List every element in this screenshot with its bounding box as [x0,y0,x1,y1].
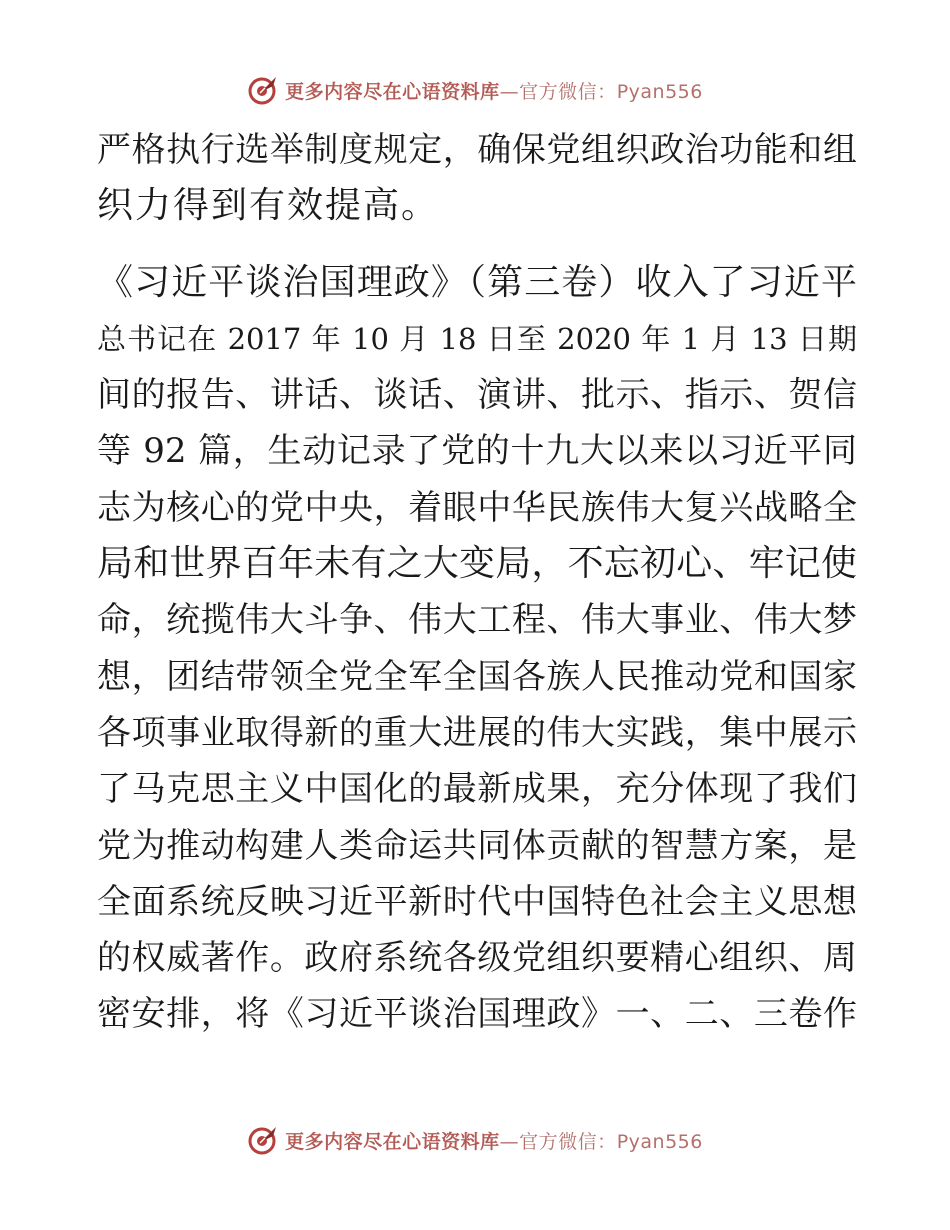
banner-text [285,1127,703,1154]
text-line: 间的报告、讲话、谈话、演讲、批示、指示、贺信 [97,375,857,416]
text-line: 密安排，将《习近平谈治国理政》一、二、三卷作 [97,994,857,1035]
text-line: 想，团结带领全党全军全国各族人民推动党和国家 [97,656,857,697]
banner-separator: — [499,1130,520,1153]
text-line: 严格执行选举制度规定，确保党组织政治功能和组 [97,130,857,170]
text-line: 局和世界百年未有之大变局，不忘初心、牢记使 [97,543,857,585]
text-line: 的权威著作。政府系统各级党组织要精心组织、周 [97,938,857,979]
text-line: 志为核心的党中央，着眼中华民族伟大复兴战略全 [97,487,857,528]
banner-main-text: 更多内容尽在心语资料库 [285,80,500,103]
banner-wechat-label: 官方微信： [519,1130,617,1153]
footer-watermark-banner [0,1120,950,1160]
banner-wechat-label: 官方微信： [519,80,617,103]
text-line: 命，统揽伟大斗争、伟大工程、伟大事业、伟大梦 [97,600,857,641]
paragraph-1 [97,122,857,235]
banner-wechat-id: Pyan556 [616,1130,703,1153]
header-watermark-banner [0,70,950,110]
quill-logo-icon [247,74,279,106]
document-body [97,122,857,1043]
text-line: 《习近平谈治国理政》（第三卷）收入了习近平 [97,261,857,303]
text-line: 全面系统反映习近平新时代中国特色社会主义思想 [97,881,857,922]
text-line: 等 92 篇，生动记录了党的十九大以来以习近平同 [97,431,857,472]
banner-separator: — [499,80,520,103]
paragraph-2 [97,255,857,1043]
text-line: 各项事业取得新的重大进展的伟大实践，集中展示 [97,712,857,753]
text-line: 了马克思主义中国化的最新成果，充分体现了我们 [97,769,857,810]
text-line: 总书记在 2017 年 10 月 18 日至 2020 年 1 月 13 日期 [97,321,857,356]
banner-text [285,77,703,104]
text-line: 党为推动构建人类命运共同体贡献的智慧方案，是 [97,825,857,866]
banner-wechat-id: Pyan556 [616,80,703,103]
quill-logo-icon [247,1124,279,1156]
banner-main-text: 更多内容尽在心语资料库 [285,1130,500,1153]
text-line: 织力得到有效提高。 [97,185,440,227]
